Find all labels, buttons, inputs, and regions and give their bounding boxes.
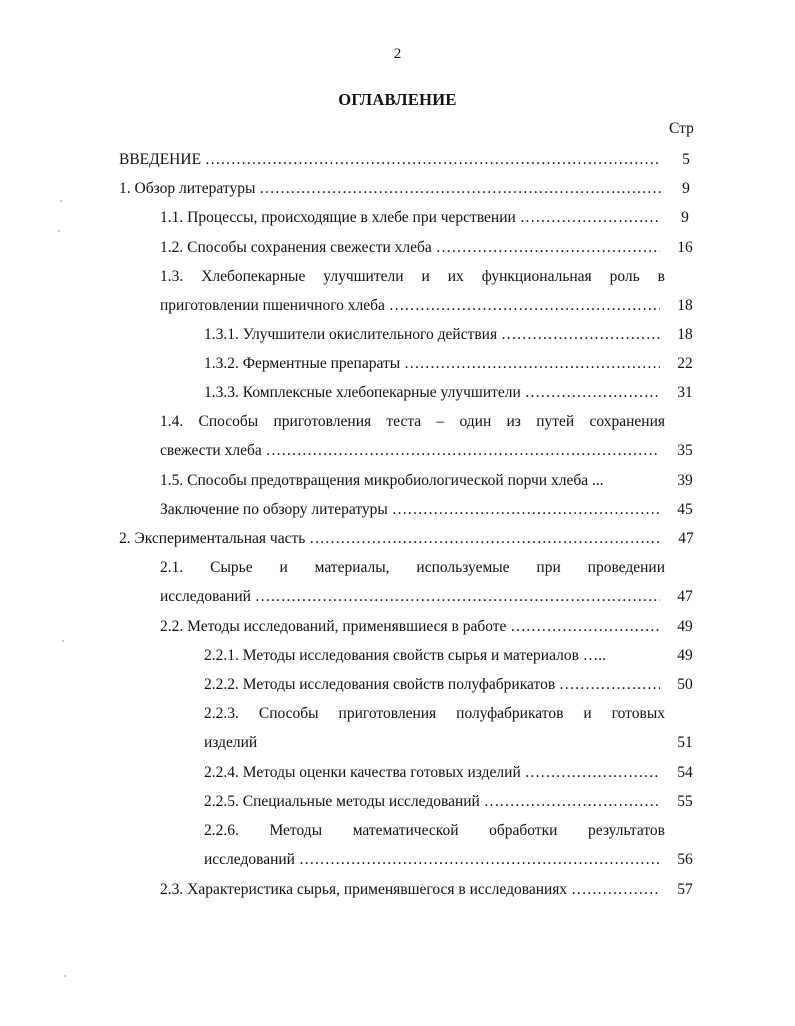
toc-entry-page: 22 <box>677 355 693 372</box>
toc-entry-page: 35 <box>677 442 693 459</box>
toc-entry-page: 56 <box>677 851 693 868</box>
toc-entry-title: 2.2.5. Специальные методы исследований ………………………………………………………………………………………………………………………………………………………………… <box>204 787 660 816</box>
toc-entry <box>204 641 693 670</box>
toc-entry-title: 2. Экспериментальная часть ………………………………………………………………………………………………………………………………………………………………… <box>119 524 661 553</box>
scan-speck <box>58 230 60 232</box>
toc-entry-page: 47 <box>677 588 693 605</box>
toc-entry-title-line2: исследований ………………………………………………………………………………………………………………………………………………………………… <box>160 582 660 611</box>
toc-entry-page: 49 <box>677 647 693 664</box>
toc-entry-page: 55 <box>677 793 693 810</box>
toc-entry <box>160 612 693 641</box>
toc-entry-page: 57 <box>677 881 693 898</box>
toc-entry-page: 54 <box>677 764 693 781</box>
toc-entry-continuation <box>160 436 693 465</box>
toc-entry <box>204 699 665 728</box>
toc-entry <box>160 203 689 232</box>
toc-entry-title: Заключение по обзору литературы ………………………………………………………………………………………………………………………………………………………………… <box>160 495 660 524</box>
toc-entry-title: 2.2.2. Методы исследования свойств полуфабрикатов ………………………………………………………………………………………………………………………………………………………………… <box>204 670 660 699</box>
toc-entry-title: 2.3. Характеристика сырья, применявшегося в исследованиях ………………………………………………………………………………………………………………………………………………………………… <box>160 875 660 904</box>
toc-entry <box>204 670 693 699</box>
toc-entry <box>160 407 665 436</box>
toc-entry-page: 45 <box>677 501 693 518</box>
toc-entry <box>204 378 693 407</box>
toc-entry-title-line1: 2.2.3. Способы приготовления полуфабрикатов и готовых <box>204 705 665 722</box>
toc-entry-continuation <box>204 845 693 874</box>
toc-entry-page: 49 <box>677 618 693 635</box>
toc-entry <box>119 524 694 553</box>
toc-entry-title-line2: изделий <box>204 734 258 751</box>
page-title: ОГЛАВЛЕНИЕ <box>338 90 457 109</box>
toc-entry-title: 1.2. Способы сохранения свежести хлеба ………………………………………………………………………………………………………………………………………………………………… <box>160 233 660 262</box>
toc-entry-page: 47 <box>678 530 694 547</box>
toc-entry <box>160 262 665 291</box>
toc-entry-title: 1.3.3. Комплексные хлебопекарные улучшители ………………………………………………………………………………………………………………………………………………………………… <box>204 378 660 407</box>
toc-entry-title-line2: свежести хлеба ………………………………………………………………………………………………………………………………………………………………… <box>160 436 660 465</box>
toc-entry-page: 50 <box>677 676 693 693</box>
toc-entry-title: 2.2.4. Методы оценки качества готовых изделий ………………………………………………………………………………………………………………………………………………………………… <box>204 758 660 787</box>
toc-entry <box>160 233 693 262</box>
scan-speck <box>62 640 64 642</box>
toc-entry-title-line1: 2.2.6. Методы математической обработки результатов <box>204 822 665 839</box>
toc-entry <box>204 320 693 349</box>
toc-entry <box>119 174 690 203</box>
toc-entry-page: 9 <box>681 209 689 226</box>
toc-entry-title-line2: приготовлении пшеничного хлеба ………………………………………………………………………………………………………………………………………………………………… <box>160 291 660 320</box>
scan-speck <box>60 200 62 202</box>
toc-entry-page: 51 <box>677 734 693 751</box>
page-column-label: Стр <box>669 120 694 137</box>
toc-entry-page: 18 <box>677 297 693 314</box>
toc-entry <box>160 495 693 524</box>
toc-entry <box>204 758 693 787</box>
toc-entry-title: 1.3.2. Ферментные препараты ………………………………………………………………………………………………………………………………………………………………… <box>204 349 660 378</box>
toc-entry <box>160 466 693 495</box>
toc-entry-continuation <box>204 728 693 757</box>
toc-entry-title-line1: 2.1. Сырье и материалы, используемые при проведении <box>160 559 665 576</box>
toc-entry-title: 2.2. Методы исследований, применявшиеся в работе ………………………………………………………………………………………………………………………………………………………………… <box>160 612 660 641</box>
page-number: 2 <box>393 46 402 62</box>
toc-entry <box>160 553 665 582</box>
toc-entry <box>160 875 693 904</box>
toc-entry <box>204 816 665 845</box>
toc-entry <box>204 787 693 816</box>
toc-entry-page: 16 <box>677 239 693 256</box>
toc-entry-page: 18 <box>677 326 693 343</box>
toc-entry-title: 1. Обзор литературы ………………………………………………………………………………………………………………………………………………………………… <box>119 174 661 203</box>
toc-entry-continuation <box>160 582 693 611</box>
toc-entry-title: 2.2.1. Методы исследования свойств сырья и материалов ….. <box>204 647 607 664</box>
toc-entry-page: 31 <box>677 384 693 401</box>
toc-entry-title: 1.1. Процессы, происходящие в хлебе при черствении ………………………………………………………………………………………………………………………………………………………………… <box>160 203 660 232</box>
toc-entry-page: 9 <box>682 180 690 197</box>
toc-entry <box>119 145 690 174</box>
scan-speck <box>64 975 66 977</box>
toc-entry-continuation <box>160 291 693 320</box>
toc-entry-title: ВВЕДЕНИЕ ………………………………………………………………………………………………………………………………………………………………… <box>119 145 661 174</box>
toc-entry <box>204 349 693 378</box>
toc-entry-page: 39 <box>677 472 693 489</box>
toc-entry-title-line2: исследований ………………………………………………………………………………………………………………………………………………………………… <box>204 845 660 874</box>
toc-entry-page: 5 <box>682 151 690 168</box>
toc-entry-title: 1.5. Способы предотвращения микробиологической порчи хлеба ... <box>160 472 604 489</box>
toc-entry-title-line1: 1.4. Способы приготовления теста – один из путей сохранения <box>160 413 665 430</box>
toc-entry-title-line1: 1.3. Хлебопекарные улучшители и их функциональная роль в <box>160 268 665 285</box>
toc-entry-title: 1.3.1. Улучшители окислительного действия ………………………………………………………………………………………………………………………………………………………………… <box>204 320 660 349</box>
